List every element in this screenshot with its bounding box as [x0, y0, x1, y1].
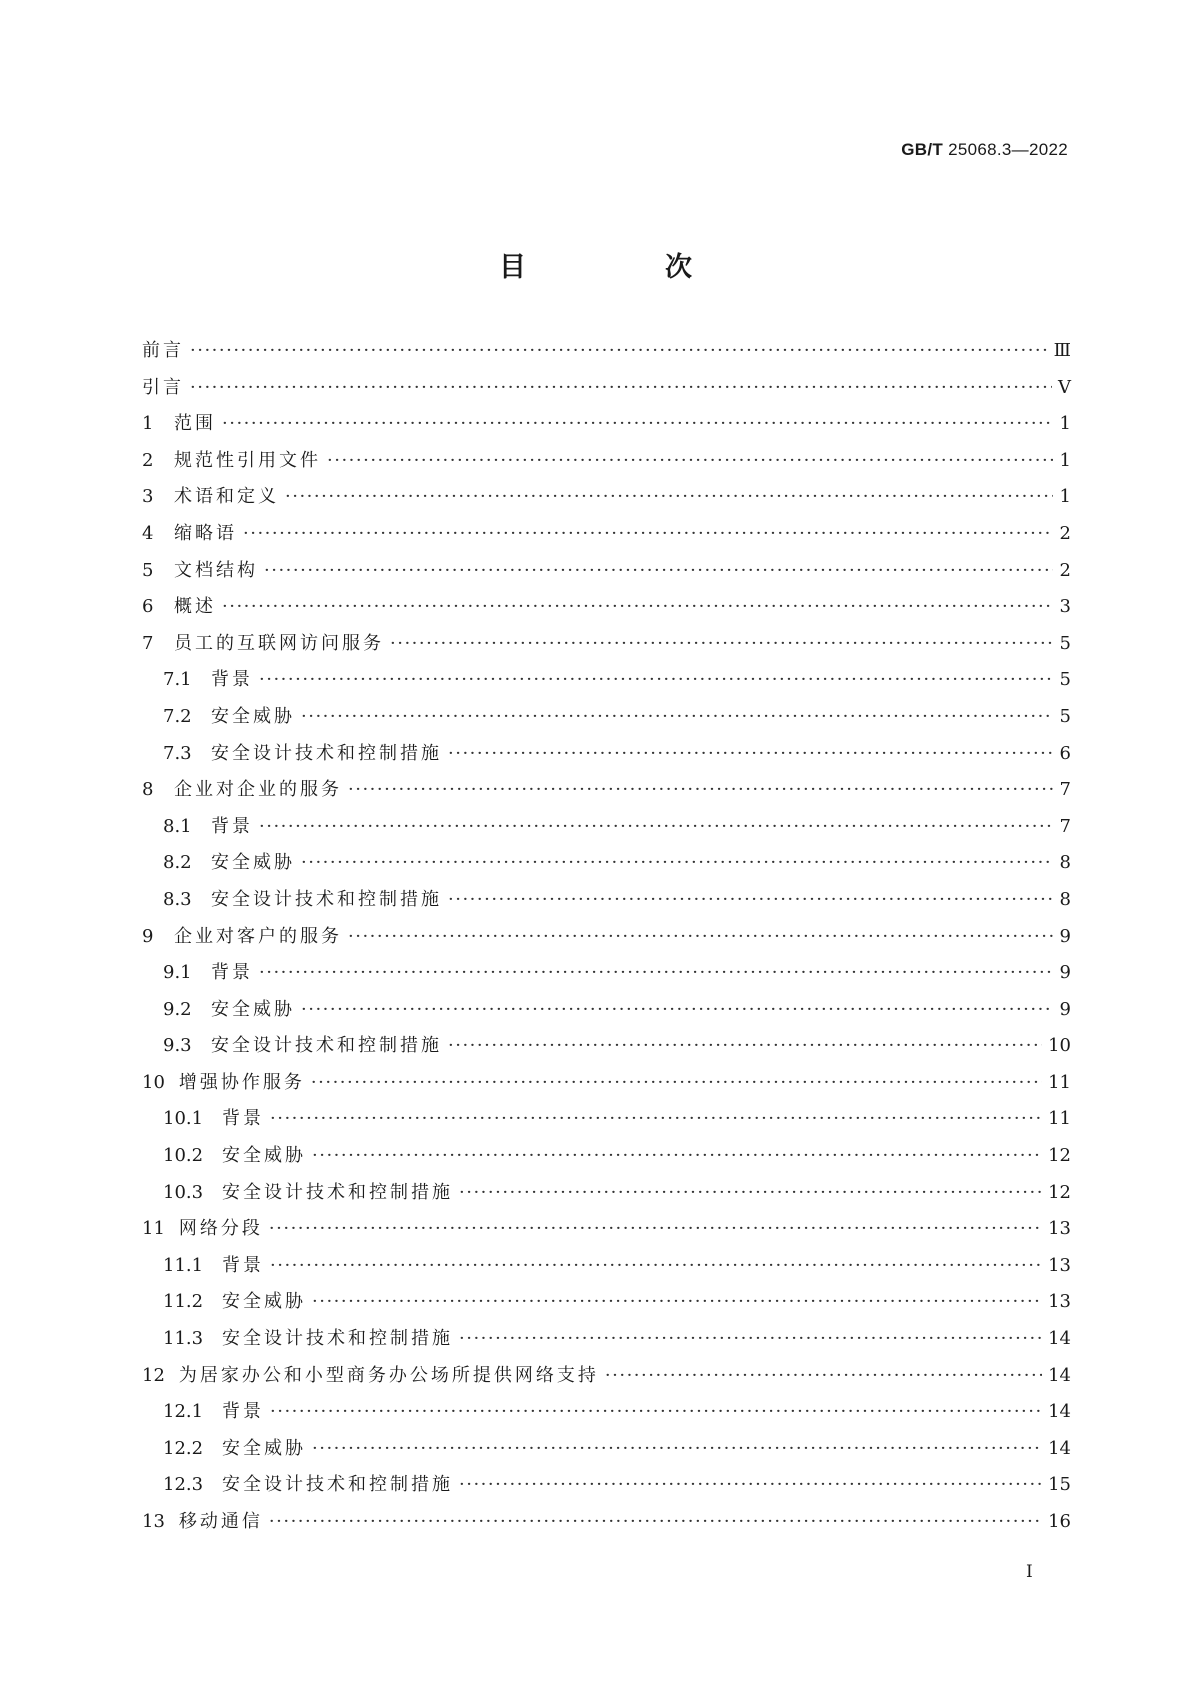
- toc-entry-number: 3: [142, 486, 154, 508]
- toc-entry[interactable]: [142, 1470, 1071, 1507]
- toc-entry-label: 企业对企业的服务: [174, 779, 342, 801]
- toc-entry-label: 网络分段: [178, 1218, 263, 1240]
- toc-entry[interactable]: [142, 958, 1071, 995]
- toc-entry-page: 13: [1048, 1254, 1071, 1276]
- toc-entry-page: 7: [1059, 815, 1071, 837]
- toc-entry-number: 7.2: [163, 705, 192, 727]
- toc-entry[interactable]: [142, 1214, 1071, 1251]
- toc-leader-dots: [448, 743, 1053, 764]
- standard-prefix: GB/T: [901, 140, 944, 159]
- toc-leader-dots: [243, 523, 1053, 544]
- toc-entry-page: 11: [1048, 1108, 1071, 1130]
- toc-leader-dots: [301, 706, 1053, 727]
- toc-entry[interactable]: [142, 848, 1071, 885]
- toc-entry[interactable]: [142, 1324, 1071, 1361]
- toc-entry-number: 8: [142, 779, 154, 801]
- toc-entry-page: 11: [1048, 1071, 1071, 1093]
- toc-entry-label: 安全威胁: [222, 1291, 306, 1313]
- toc-entry-page: 12: [1048, 1145, 1071, 1167]
- toc-leader-dots: [348, 926, 1053, 947]
- toc-entry-number: 10.3: [163, 1181, 204, 1203]
- toc-entry-number: 4: [142, 522, 154, 544]
- toc-leader-dots: [270, 1255, 1042, 1276]
- toc-entry-page: Ⅴ: [1058, 376, 1071, 398]
- toc-entry-page: 13: [1048, 1291, 1071, 1313]
- toc-entry-label: 移动通信: [178, 1511, 263, 1532]
- toc-entry-number: 1: [142, 413, 154, 435]
- toc-leader-dots: [312, 1291, 1042, 1312]
- toc-leader-dots: [311, 1072, 1042, 1093]
- toc-entry-label: 安全威胁: [222, 1437, 306, 1459]
- toc-entry-page: 5: [1059, 705, 1071, 727]
- toc-entry[interactable]: [142, 1141, 1071, 1178]
- toc-entry-page: 2: [1059, 522, 1071, 544]
- toc-entry-page: 13: [1048, 1218, 1071, 1240]
- toc-entry-label: 增强协作服务: [178, 1071, 305, 1093]
- toc-entry-label: 背景: [222, 1254, 264, 1276]
- toc-title: 目 次: [499, 252, 748, 283]
- toc-entry-page: 2: [1059, 559, 1071, 581]
- toc-entry-page: 3: [1059, 596, 1071, 618]
- toc-leader-dots: [459, 1474, 1042, 1495]
- toc-entry-page: 9: [1059, 925, 1071, 947]
- toc-entry-label: 为居家办公和小型商务办公场所提供网络支持: [178, 1364, 599, 1386]
- toc-entry-label: 背景: [222, 1401, 264, 1423]
- toc-entry[interactable]: [142, 592, 1071, 629]
- toc-entry-number: 9: [142, 925, 154, 947]
- toc-entry-page: 1: [1059, 413, 1071, 435]
- toc-leader-dots: [312, 1438, 1042, 1459]
- toc-entry-page: 8: [1059, 888, 1071, 910]
- toc-entry-number: 10.1: [163, 1108, 204, 1130]
- standard-number: 25068.3—2022: [948, 140, 1068, 159]
- toc-entry-page: 9: [1059, 998, 1071, 1020]
- toc-entry-number: 8.3: [163, 888, 192, 910]
- toc-leader-dots: [390, 633, 1053, 654]
- toc-leader-dots: [222, 596, 1053, 617]
- toc-entry-number: 11: [142, 1218, 165, 1240]
- toc-entry[interactable]: [142, 373, 1071, 410]
- toc-leader-dots: [269, 1511, 1042, 1532]
- toc-leader-dots: [190, 377, 1052, 398]
- toc-leader-dots: [270, 1401, 1042, 1422]
- toc-leader-dots: [301, 852, 1053, 873]
- toc-leader-dots: [264, 560, 1053, 581]
- toc-leader-dots: [259, 816, 1053, 837]
- toc-entry[interactable]: [142, 702, 1071, 739]
- toc-entry-label: 前言: [142, 340, 184, 361]
- toc-entry-number: 10: [142, 1071, 165, 1093]
- toc-entry-label: 范围: [174, 413, 216, 435]
- toc-entry-page: 5: [1059, 669, 1071, 691]
- toc-entry-number: 11.1: [163, 1254, 204, 1276]
- toc-entry-number: 12.3: [163, 1474, 204, 1496]
- toc-entry-page: 5: [1059, 632, 1071, 654]
- toc-entry-number: 12.2: [163, 1437, 204, 1459]
- toc-leader-dots: [459, 1328, 1042, 1349]
- toc-entry-label: 缩略语: [174, 522, 237, 544]
- toc-leader-dots: [222, 413, 1053, 434]
- toc-entry-label: 安全设计技术和控制措施: [211, 742, 442, 764]
- toc-entry-label: 安全威胁: [222, 1145, 306, 1167]
- toc-entry-label: 术语和定义: [174, 486, 279, 508]
- toc-leader-dots: [327, 450, 1053, 471]
- toc-entry[interactable]: [142, 1068, 1071, 1105]
- toc-leader-dots: [270, 1108, 1042, 1129]
- toc-entry[interactable]: [142, 556, 1071, 593]
- toc-entry-label: 规范性引用文件: [174, 449, 321, 471]
- toc-entry-page: 16: [1048, 1511, 1071, 1532]
- table-of-contents: [142, 336, 1071, 1544]
- toc-entry[interactable]: [142, 482, 1071, 519]
- toc-entry-label: 安全设计技术和控制措施: [222, 1328, 453, 1350]
- toc-entry-page: 14: [1048, 1437, 1071, 1459]
- toc-leader-dots: [190, 340, 1048, 361]
- toc-entry[interactable]: [142, 1397, 1071, 1434]
- toc-entry[interactable]: [142, 1361, 1071, 1398]
- toc-entry-page: 14: [1048, 1328, 1071, 1350]
- toc-entry[interactable]: [142, 1104, 1071, 1141]
- toc-entry[interactable]: [142, 519, 1071, 556]
- toc-entry-label: 企业对客户的服务: [174, 925, 342, 947]
- toc-entry-label: 安全威胁: [211, 998, 295, 1020]
- toc-entry-label: 安全设计技术和控制措施: [211, 1035, 442, 1057]
- toc-leader-dots: [301, 999, 1053, 1020]
- toc-leader-dots: [312, 1145, 1042, 1166]
- toc-entry-label: 背景: [211, 962, 253, 984]
- toc-entry-number: 7.1: [163, 669, 192, 691]
- toc-entry[interactable]: [142, 922, 1071, 959]
- toc-entry[interactable]: [142, 995, 1071, 1032]
- page-number: Ⅰ: [1026, 1562, 1033, 1582]
- toc-entry-number: 12.1: [163, 1401, 204, 1423]
- toc-leader-dots: [448, 1035, 1042, 1056]
- toc-entry[interactable]: [142, 775, 1071, 812]
- toc-entry[interactable]: [142, 1251, 1071, 1288]
- toc-leader-dots: [605, 1365, 1042, 1386]
- toc-entry[interactable]: [142, 1031, 1071, 1068]
- toc-entry-label: 安全威胁: [211, 852, 295, 874]
- toc-entry-label: 安全设计技术和控制措施: [211, 888, 442, 910]
- toc-entry-number: 9.3: [163, 1035, 192, 1057]
- toc-entry[interactable]: [142, 1287, 1071, 1324]
- toc-entry-page: Ⅲ: [1053, 340, 1071, 361]
- toc-entry[interactable]: [142, 409, 1071, 446]
- toc-entry[interactable]: [142, 629, 1071, 666]
- toc-entry[interactable]: [142, 446, 1071, 483]
- toc-leader-dots: [459, 1182, 1042, 1203]
- toc-entry-label: 背景: [222, 1108, 264, 1130]
- toc-entry-number: 2: [142, 449, 154, 471]
- toc-entry-page: 1: [1059, 486, 1071, 508]
- toc-entry-number: 11.2: [163, 1291, 204, 1313]
- toc-entry-label: 文档结构: [174, 559, 258, 581]
- toc-leader-dots: [448, 889, 1053, 910]
- toc-entry-page: 12: [1048, 1181, 1071, 1203]
- toc-entry-page: 14: [1048, 1401, 1071, 1423]
- toc-entry-number: 13: [142, 1511, 165, 1532]
- toc-entry-label: 背景: [211, 669, 253, 691]
- toc-entry[interactable]: [142, 885, 1071, 922]
- toc-entry-page: 1: [1059, 449, 1071, 471]
- toc-entry-number: 10.2: [163, 1145, 204, 1167]
- toc-entry-page: 10: [1048, 1035, 1071, 1057]
- toc-entry[interactable]: [142, 1178, 1071, 1215]
- toc-entry-number: 9.1: [163, 962, 192, 984]
- toc-entry-number: 5: [142, 559, 154, 581]
- toc-entry[interactable]: [142, 665, 1071, 702]
- toc-entry-page: 15: [1048, 1474, 1071, 1496]
- toc-entry-number: 11.3: [163, 1328, 204, 1350]
- toc-entry[interactable]: [142, 739, 1071, 776]
- standard-code: [901, 140, 1068, 160]
- toc-entry-page: 8: [1059, 852, 1071, 874]
- toc-entry-label: 引言: [142, 376, 184, 398]
- toc-entry-label: 员工的互联网访问服务: [174, 632, 384, 654]
- toc-entry-number: 8.2: [163, 852, 192, 874]
- toc-entry-label: 安全威胁: [211, 705, 295, 727]
- toc-leader-dots: [259, 669, 1053, 690]
- toc-entry-number: 12: [142, 1364, 165, 1386]
- toc-entry-number: 6: [142, 596, 154, 618]
- toc-entry-number: 7.3: [163, 742, 192, 764]
- toc-entry[interactable]: [142, 812, 1071, 849]
- toc-leader-dots: [348, 779, 1053, 800]
- toc-entry[interactable]: [142, 336, 1071, 373]
- toc-entry-label: 背景: [211, 815, 253, 837]
- toc-entry-number: 9.2: [163, 998, 192, 1020]
- toc-entry-label: 安全设计技术和控制措施: [222, 1474, 453, 1496]
- toc-leader-dots: [285, 486, 1053, 507]
- toc-entry-number: 8.1: [163, 815, 192, 837]
- toc-leader-dots: [259, 962, 1053, 983]
- toc-leader-dots: [269, 1218, 1042, 1239]
- toc-entry[interactable]: [142, 1434, 1071, 1471]
- toc-entry-number: 7: [142, 632, 154, 654]
- toc-entry-page: 14: [1048, 1364, 1071, 1386]
- toc-entry-page: 6: [1059, 742, 1071, 764]
- toc-entry[interactable]: [142, 1507, 1071, 1544]
- toc-entry-label: 概述: [174, 596, 216, 618]
- toc-entry-page: 9: [1059, 962, 1071, 984]
- toc-entry-label: 安全设计技术和控制措施: [222, 1181, 453, 1203]
- toc-entry-page: 7: [1059, 779, 1071, 801]
